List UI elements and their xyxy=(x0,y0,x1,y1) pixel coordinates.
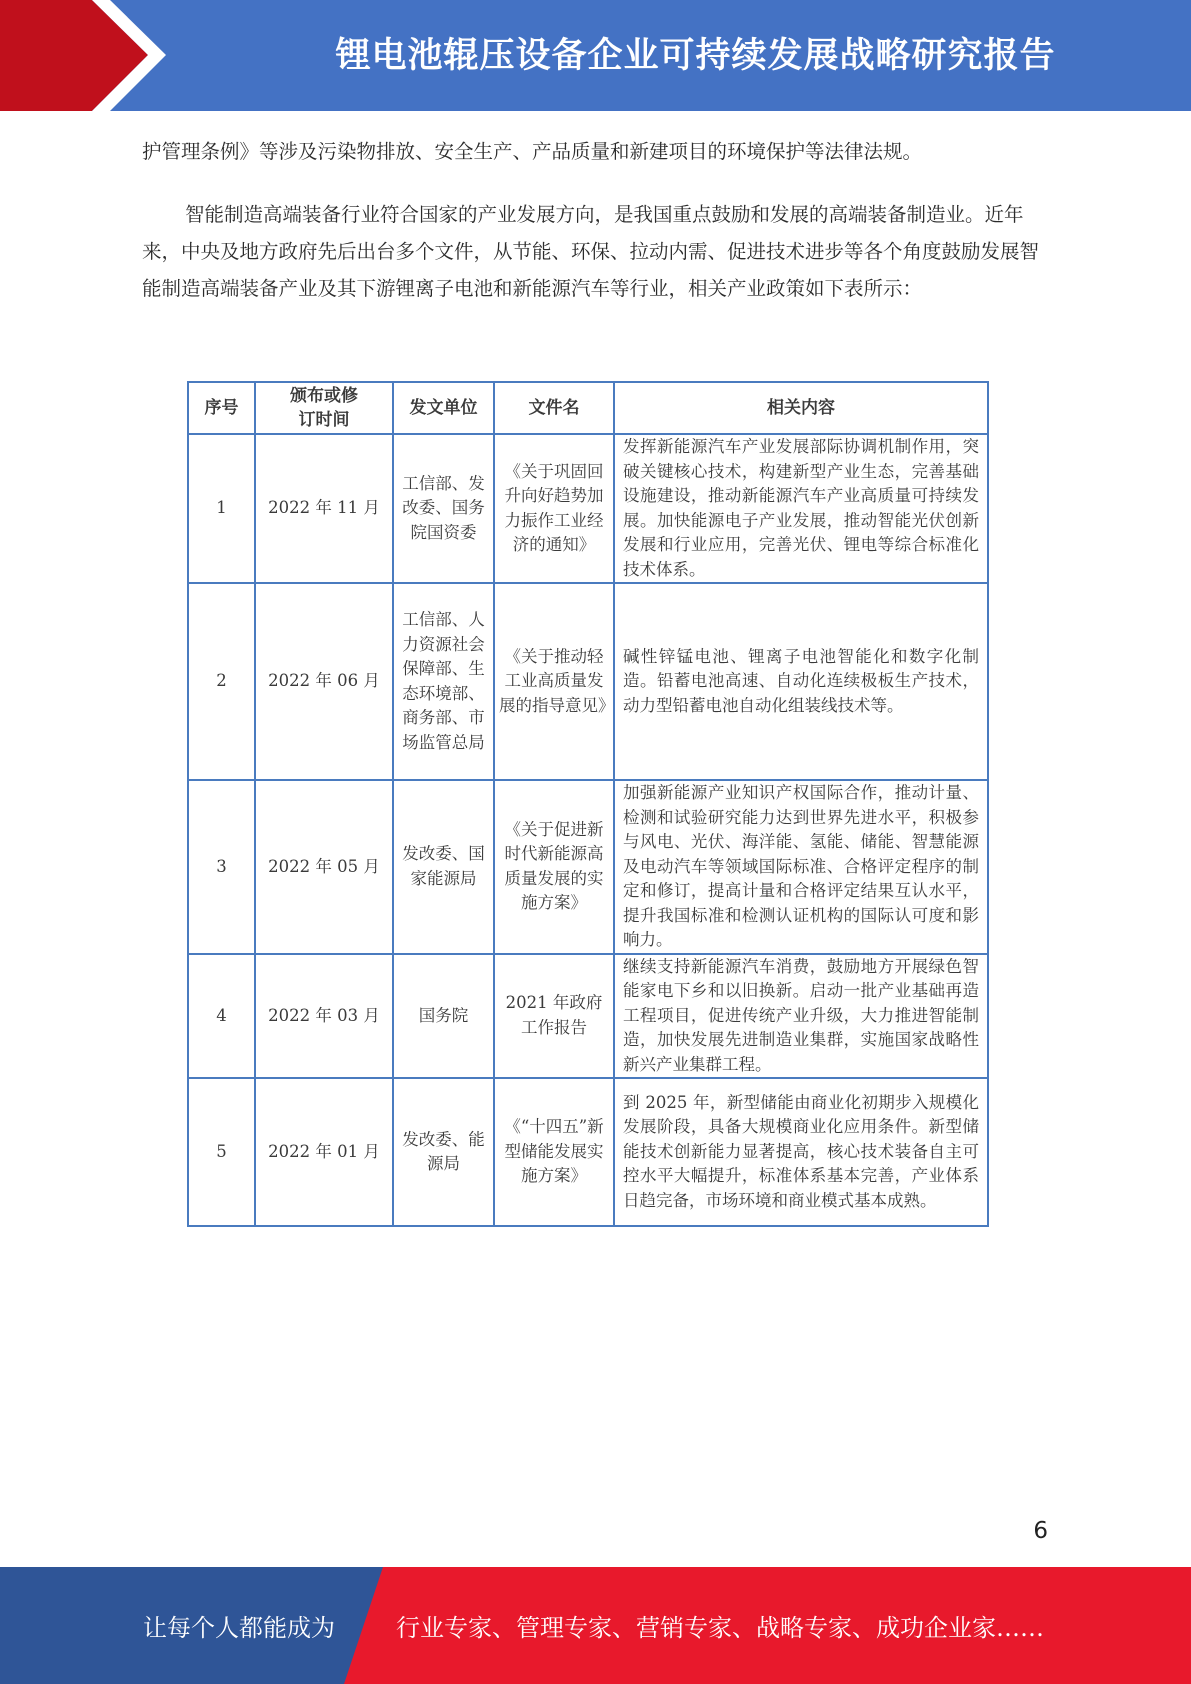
table-row xyxy=(188,780,988,954)
row-content: 加强新能源产业知识产权国际合作，推动计量、检测和试验研究能力达到世界先进水平，积极参与风电、光伏、海洋能、氢能、储能、智慧能源及电动汽车等领域国际标准、合格评定程序的制定和修订，提高计量和合格评定结果互认水平，提升我国标准和检测认证机构的国际认可度和影响力。 xyxy=(614,780,988,954)
row-document: 2021 年政府工作报告 xyxy=(494,954,614,1079)
row-document: 《关于推动轻工业高质量发展的指导意见》 xyxy=(494,583,614,780)
policy-table xyxy=(187,381,989,1227)
header-date xyxy=(255,382,393,434)
table-row xyxy=(188,1078,988,1226)
header-number: 序号 xyxy=(188,382,255,434)
row-date: 2022 年 11 月 xyxy=(255,434,393,583)
row-content: 继续支持新能源汽车消费，鼓励地方开展绿色智能家电下乡和以旧换新。启动一批产业基础再造工程项目，促进传统产业升级，大力推进智能制造，加快发展先进制造业集群，实施国家战略性新兴产业集群工程。 xyxy=(614,954,988,1079)
row-date: 2022 年 06 月 xyxy=(255,583,393,780)
table-row xyxy=(188,954,988,1079)
row-issuer: 工信部、人力资源社会保障部、生态环境部、商务部、市场监管总局 xyxy=(393,583,494,780)
row-content: 发挥新能源汽车产业发展部际协调机制作用，突破关键核心技术，构建新型产业生态，完善基础设施建设，推动新能源汽车产业高质量可持续发展。加快能源电子产业发展，推动智能光伏创新发展和行业应用，完善光伏、锂电等综合标准化技术体系。 xyxy=(614,434,988,583)
table-header-row xyxy=(188,382,988,434)
row-document: 《关于促进新时代新能源高质量发展的实施方案》 xyxy=(494,780,614,954)
row-number: 3 xyxy=(188,780,255,954)
row-issuer: 发改委、能源局 xyxy=(393,1078,494,1226)
table-row xyxy=(188,434,988,583)
header-issuer: 发文单位 xyxy=(393,382,494,434)
row-issuer: 国务院 xyxy=(393,954,494,1079)
row-content: 到 2025 年，新型储能由商业化初期步入规模化发展阶段，具备大规模商业化应用条件。新型储能技术创新能力显著提高，核心技术装备自主可控水平大幅提升，标准体系基本完善，产业体系日趋完备，市场环境和商业模式基本成熟。 xyxy=(614,1078,988,1226)
row-number: 4 xyxy=(188,954,255,1079)
page-header xyxy=(0,0,1191,111)
row-date: 2022 年 05 月 xyxy=(255,780,393,954)
footer-slogan-left: 让每个人都能成为 xyxy=(143,1614,335,1642)
row-date: 2022 年 03 月 xyxy=(255,954,393,1079)
table-row xyxy=(188,583,988,780)
header-content: 相关内容 xyxy=(614,382,988,434)
paragraph-intro: 护管理条例》等涉及污染物排放、安全生产、产品质量和新建项目的环境保护等法律法规。 xyxy=(142,140,923,163)
row-number: 5 xyxy=(188,1078,255,1226)
page-footer xyxy=(0,1567,1191,1684)
header-document: 文件名 xyxy=(494,382,614,434)
row-number: 2 xyxy=(188,583,255,780)
footer-slogan-right: 行业专家、管理专家、营销专家、战略专家、成功企业家…… xyxy=(396,1614,1044,1642)
row-issuer: 工信部、发改委、国务院国资委 xyxy=(393,434,494,583)
paragraph-policy: 智能制造高端装备行业符合国家的产业发展方向，是我国重点鼓励和发展的高端装备制造业。近年来，中央及地方政府先后出台多个文件，从节能、环保、拉动内需、促进技术进步等各个角度鼓励发展智能制造高端装备产业及其下游锂离子电池和新能源汽车等行业，相关产业政策如下表所示： xyxy=(142,203,1040,300)
row-document: 《关于巩固回升向好趋势加力振作工业经济的通知》 xyxy=(494,434,614,583)
row-number: 1 xyxy=(188,434,255,583)
row-document: 《“十四五”新型储能发展实施方案》 xyxy=(494,1078,614,1226)
report-title: 锂电池辊压设备企业可持续发展战略研究报告 xyxy=(335,35,1056,76)
row-content: 碱性锌锰电池、锂离子电池智能化和数字化制造。铅蓄电池高速、自动化连续极板生产技术，动力型铅蓄电池自动化组装线技术等。 xyxy=(614,583,988,780)
header-date-label: 颁布或修订时间 xyxy=(290,385,358,430)
page-number: 6 xyxy=(1033,1518,1048,1544)
row-issuer: 发改委、国家能源局 xyxy=(393,780,494,954)
row-date: 2022 年 01 月 xyxy=(255,1078,393,1226)
